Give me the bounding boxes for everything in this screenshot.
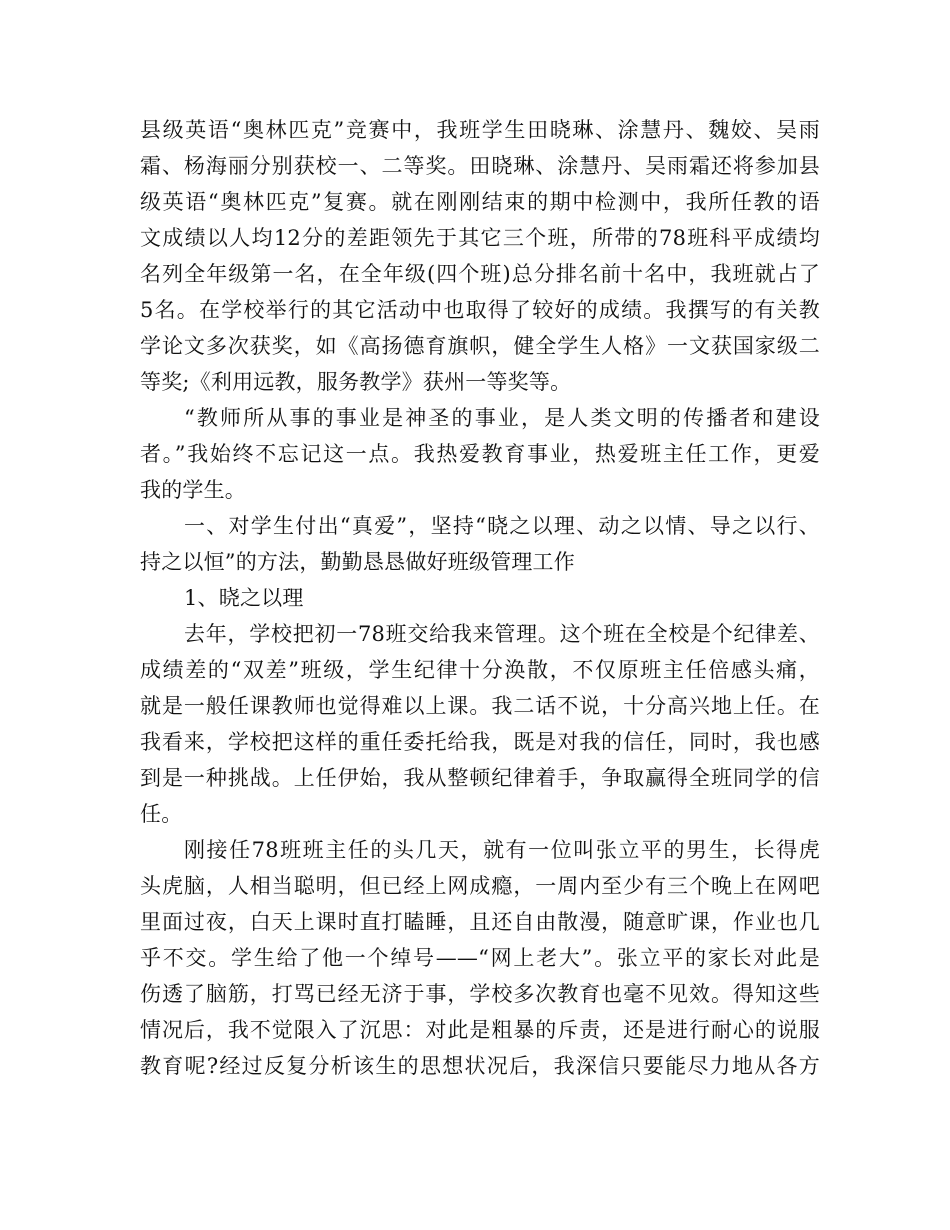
text-line: 5名。在学校举行的其它活动中也取得了较好的成绩。我撰写的有关教 bbox=[140, 298, 820, 322]
text-line: 文成绩以人均12分的差距领先于其它三个班，所带的78班科平成绩均 bbox=[140, 226, 820, 250]
text-line: 名列全年级第一名，在全年级(四个班)总分排名前十名中，我班就占了 bbox=[140, 262, 820, 286]
text-line: 成绩差的“双差”班级，学生纪律十分涣散，不仅原班主任倍感头痛， bbox=[140, 658, 820, 682]
section-heading: 一、对学生付出“真爱”，坚持“晓之以理、动之以情、导之以行、 bbox=[184, 514, 820, 538]
section-heading-continued: 持之以恒”的方法，勤勤恳恳做好班级管理工作 bbox=[140, 550, 575, 574]
text-line: 我的学生。 bbox=[140, 478, 246, 502]
text-line: 里面过夜，白天上课时直打瞌睡，且还自由散漫，随意旷课，作业也几 bbox=[140, 910, 820, 934]
text-line: 到是一种挑战。上任伊始，我从整顿纪律着手，争取赢得全班同学的信 bbox=[140, 766, 820, 790]
text-line: 头虎脑，人相当聪明，但已经上网成瘾，一周内至少有三个晚上在网吧 bbox=[140, 874, 820, 898]
text-line: 乎不交。学生给了他一个绰号——“网上老大”。张立平的家长对此是 bbox=[140, 946, 820, 970]
text-line: 学论文多次获奖，如《高扬德育旗帜，健全学生人格》一文获国家级二 bbox=[140, 334, 820, 358]
paragraph-first-line: 去年，学校把初一78班交给我来管理。这个班在全校是个纪律差、 bbox=[184, 622, 820, 646]
text-line: 我看来，学校把这样的重任委托给我，既是对我的信任，同时，我也感 bbox=[140, 730, 820, 754]
text-line: 霜、杨海丽分别获校一、二等奖。田晓琳、涂慧丹、吴雨霜还将参加县 bbox=[140, 154, 820, 178]
text-line: 等奖;《利用远教，服务教学》获州一等奖等。 bbox=[140, 370, 572, 394]
text-line: 者。”我始终不忘记这一点。我热爱教育事业，热爱班主任工作，更爱 bbox=[140, 442, 820, 466]
paragraph-first-line: “教师所从事的事业是神圣的事业，是人类文明的传播者和建设 bbox=[184, 406, 820, 430]
text-line: 情况后，我不觉限入了沉思：对此是粗暴的斥责，还是进行耐心的说服 bbox=[140, 1018, 820, 1042]
text-line: 县级英语“奥林匹克”竞赛中，我班学生田晓琳、涂慧丹、魏姣、吴雨 bbox=[140, 118, 820, 142]
text-line: 就是一般任课教师也觉得难以上课。我二话不说，十分高兴地上任。在 bbox=[140, 694, 820, 718]
text-line: 任。 bbox=[140, 802, 183, 826]
text-line: 教育呢?经过反复分析该生的思想状况后，我深信只要能尽力地从各方 bbox=[140, 1054, 820, 1078]
text-line: 级英语“奥林匹克”复赛。就在刚刚结束的期中检测中，我所任教的语 bbox=[140, 190, 820, 214]
subsection-heading: 1、晓之以理 bbox=[184, 586, 304, 610]
text-line: 伤透了脑筋，打骂已经无济于事，学校多次教育也毫不见效。得知这些 bbox=[140, 982, 820, 1006]
paragraph-first-line: 刚接任78班班主任的头几天，就有一位叫张立平的男生，长得虎 bbox=[184, 838, 820, 862]
